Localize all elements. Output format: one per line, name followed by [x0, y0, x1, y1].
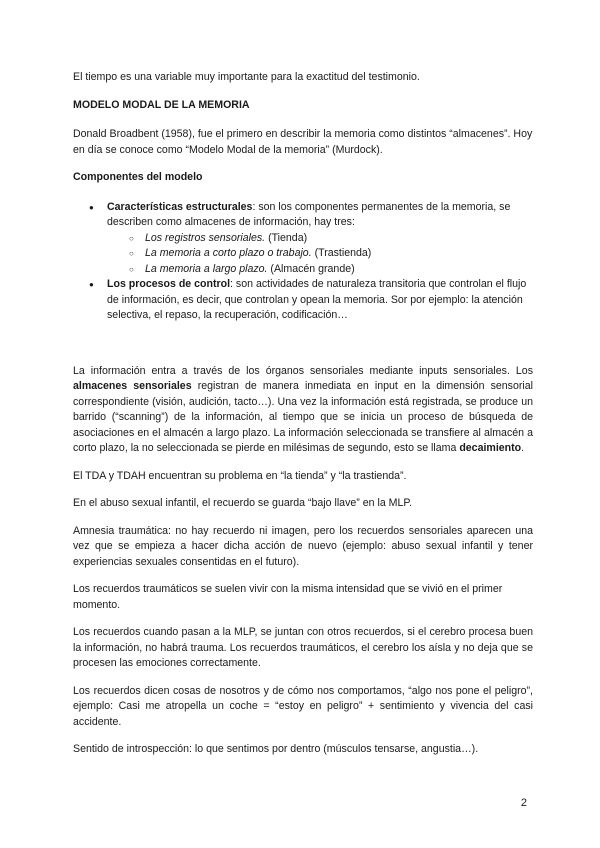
structural-label: Características estructurales	[107, 200, 253, 213]
sub-item-short-term-title: La memoria a corto plazo o trabajo.	[145, 247, 312, 259]
spacer	[73, 324, 533, 364]
components-list	[73, 200, 533, 324]
paragraph-mlp: Los recuerdos cuando pasan a la MLP, se juntan con otros recuerdos, si el cerebro procesa buen la información, no habrá trauma. Los recuerdos traumáticos, el cerebro los aísla y no deja que se procesen las emociones correctamente.	[73, 626, 533, 669]
paragraph-amnesia: Amnesia traumática: no hay recuerdo ni imagen, pero los recuerdos sensoriales aparecen una vez que se empieza a hacer dicha acción de nuevo (ejemplo: abuso sexual infantil y tener experiencias sexuales consentidas en el futuro).	[73, 524, 533, 568]
control-text: : son actividades de naturaleza transitoria que controlan el flujo de información, es decir, que controlan y opean la memoria. Sor por ejemplo: la atención selectiva, el repaso, la recuperación, codificación…	[107, 278, 527, 321]
sub-item-sensory	[145, 231, 533, 247]
sub-item-short-term-note: (Trastienda)	[311, 247, 372, 259]
paragraph-introspection: Sentido de introspección: lo que sentimos por dentro (músculos tensarse, angustia…).	[73, 743, 479, 755]
structural-text: : son los componentes permanentes de la memoria, se describen como almacenes de información, hay tres:	[107, 200, 511, 228]
paragraph-traumatic-memories: Los recuerdos traumáticos se suelen vivir con la misma intensidad que se vivió en el primer momento.	[73, 583, 503, 611]
p3-text-a: La información entra a través de los órganos sensoriales mediante inputs sensoriales. Los	[73, 364, 533, 377]
p3-bold-decay: decaimiento	[459, 442, 522, 454]
sub-item-long-term	[145, 262, 533, 278]
page-number: 2	[520, 797, 527, 809]
paragraph-sensory-input	[73, 364, 533, 457]
heading-components: Componentes del modelo	[73, 171, 203, 183]
p3-text-c: .	[521, 442, 525, 454]
sub-item-long-term-note: (Almacén grande)	[267, 262, 355, 275]
sub-item-long-term-title: La memoria a largo plazo.	[145, 262, 268, 275]
sub-item-short-term	[145, 246, 533, 262]
paragraph-time-variable: El tiempo es una variable muy importante para la exactitud del testimonio.	[73, 71, 420, 83]
stores-sublist	[107, 231, 533, 278]
paragraph-memories-say: Los recuerdos dicen cosas de nosotros y de cómo nos comportamos, “algo nos pone el peligro”, ejemplo: Casi me atropella un coche = “estoy en peligro” + sentimiento y vivencia del casi accidente.	[73, 684, 533, 728]
heading-modal-model: MODELO MODAL DE LA MEMORIA	[73, 98, 250, 111]
paragraph-broadbent: Donald Broadbent (1958), fue el primero en describir la memoria como distintos “almacenes”. Hoy en día se conoce como “Modelo Modal de la memoria” (Murdock).	[73, 128, 533, 156]
paragraph-abuse: En el abuso sexual infantil, el recuerdo se guarda “bajo llave” en la MLP.	[73, 497, 413, 509]
list-item-structural	[107, 200, 533, 278]
p3-text-b: registran de manera inmediata en input en la dimensión sensorial correspondiente (visión, audición, tacto…). Una vez la información está registrada, se produce un barrido (“scanning”) de la información, al tiempo que se inicia un proceso de búsqueda de asociaciones en el almacén a largo plazo. La información seleccionada se transfiere al almacén a corto plazo, la no seleccionada se pierde en milésimas de segundo, esto se llama	[73, 380, 533, 454]
page-content	[73, 70, 533, 770]
sub-item-sensory-title: Los registros sensoriales.	[145, 231, 266, 244]
control-label: Los procesos de control	[107, 278, 231, 290]
list-item-control-processes	[107, 277, 533, 324]
paragraph-tda: El TDA y TDAH encuentran su problema en “la tienda” y “la trastienda”.	[73, 469, 407, 482]
sub-item-sensory-note: (Tienda)	[265, 231, 308, 244]
p3-bold-stores: almacenes sensoriales	[73, 380, 192, 392]
